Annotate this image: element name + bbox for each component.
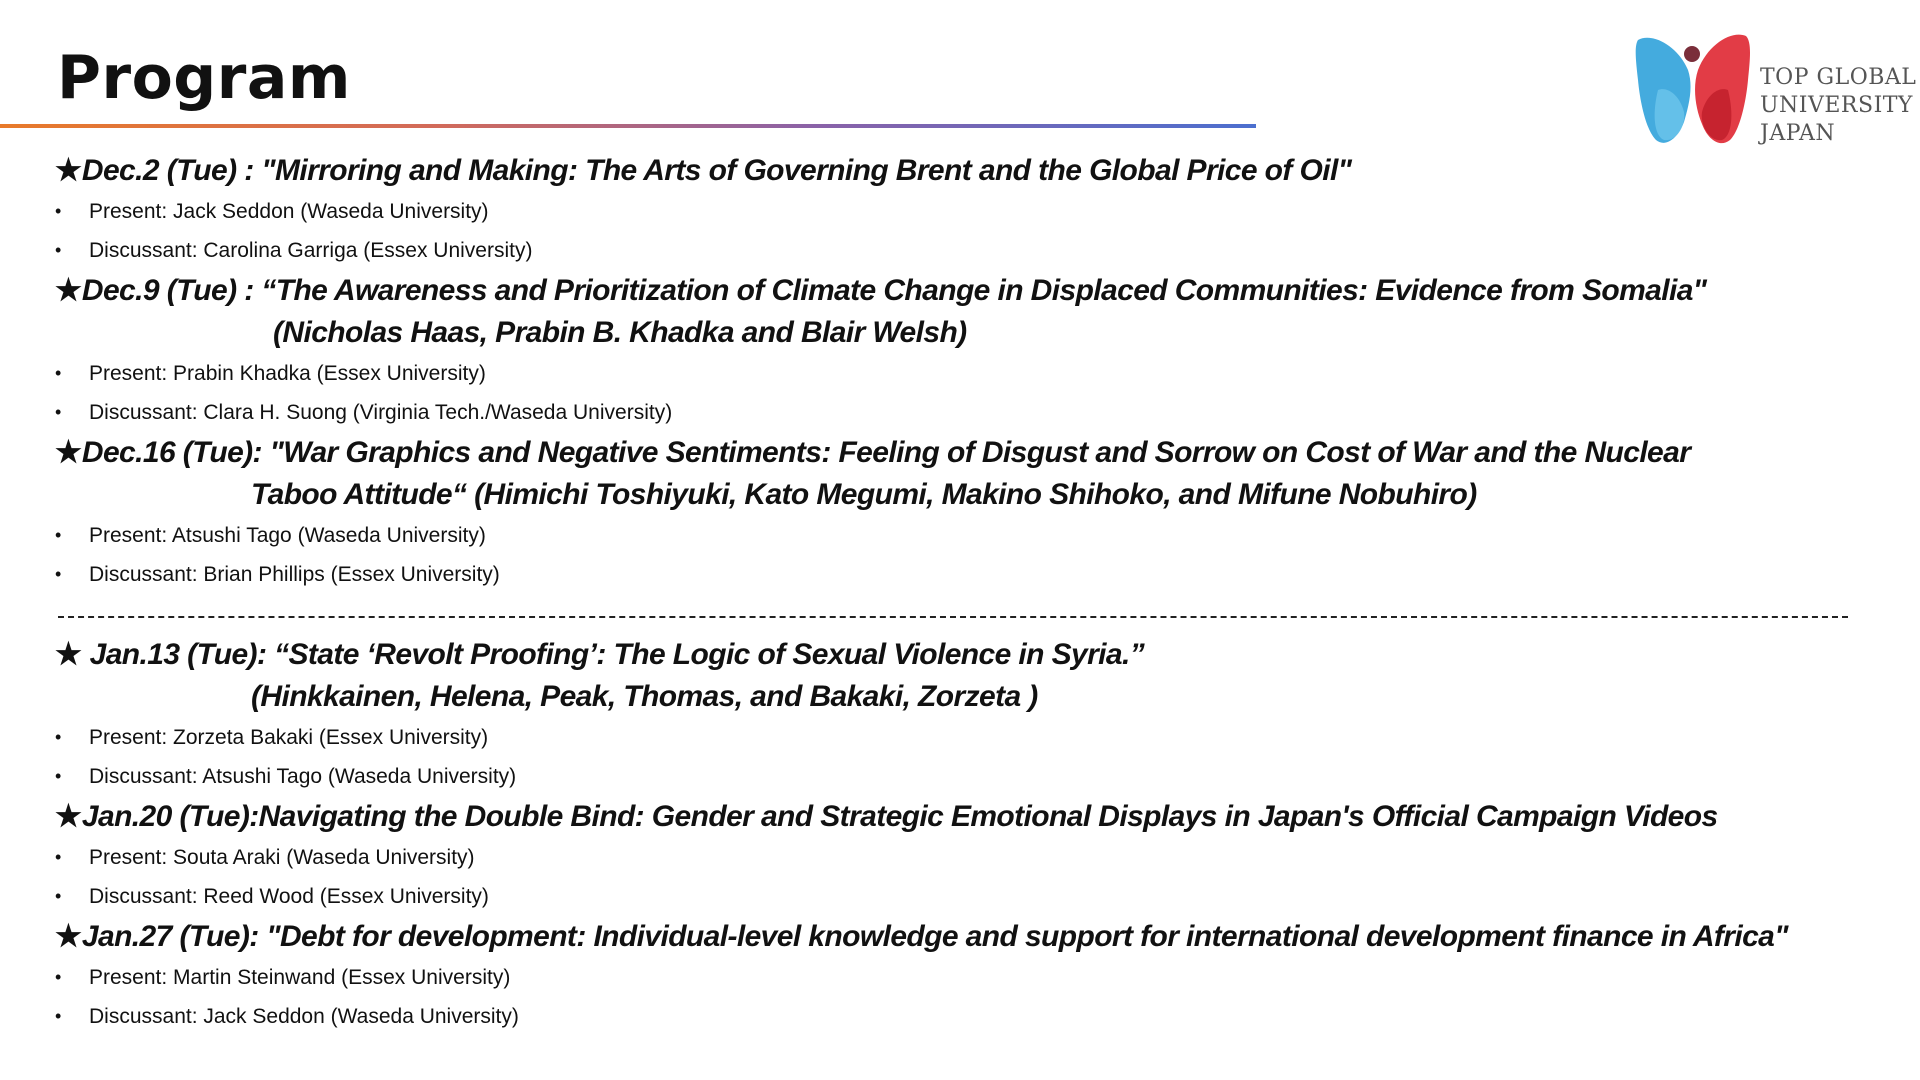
session-roles bbox=[55, 718, 1855, 796]
presenter-text: Present: Atsushi Tago (Waseda University) bbox=[89, 524, 486, 547]
discussant-item bbox=[55, 877, 1855, 916]
bullet-icon: • bbox=[55, 766, 62, 786]
session-authors: (Nicholas Haas, Prabin B. Khadka and Blair Welsh) bbox=[273, 316, 967, 349]
session-title: Jan.27 (Tue): "Debt for development: Individual-level knowledge and support for international development finance in Africa" bbox=[81, 920, 1788, 953]
star-icon: ★ bbox=[55, 274, 82, 307]
session-jan-13 bbox=[55, 634, 1855, 796]
star-icon: ★ bbox=[55, 800, 82, 833]
presenter-item bbox=[55, 838, 1855, 877]
discussant-item bbox=[55, 757, 1855, 796]
bullet-icon: • bbox=[55, 847, 62, 867]
session-jan-27 bbox=[55, 916, 1855, 1036]
program-list bbox=[55, 150, 1855, 1036]
bullet-icon: • bbox=[55, 727, 62, 747]
presenter-item bbox=[55, 958, 1855, 997]
bullet-icon: • bbox=[55, 201, 62, 221]
butterfly-logo-icon bbox=[1632, 30, 1757, 155]
discussant-text: Discussant: Clara H. Suong (Virginia Tech./Waseda University) bbox=[89, 401, 673, 424]
bullet-icon: • bbox=[55, 967, 62, 987]
session-title: Dec.9 (Tue) : “The Awareness and Prioritization of Climate Change in Displaced Communities: Evidence from Somalia" bbox=[81, 274, 1707, 307]
star-icon: ★ bbox=[55, 638, 82, 671]
session-heading bbox=[55, 270, 1855, 312]
logo-line-2: UNIVERSITY bbox=[1760, 93, 1913, 118]
session-title: Jan.13 (Tue): “State ‘Revolt Proofing’: The Logic of Sexual Violence in Syria.” bbox=[81, 638, 1145, 671]
presenter-item bbox=[55, 192, 1855, 231]
discussant-text: Discussant: Atsushi Tago (Waseda University) bbox=[89, 765, 517, 788]
logo-wordmark bbox=[1760, 64, 1916, 148]
presenter-item bbox=[55, 516, 1855, 555]
bullet-icon: • bbox=[55, 240, 62, 260]
session-authors: (Hinkkainen, Helena, Peak, Thomas, and Bakaki, Zorzeta ) bbox=[251, 680, 1038, 713]
top-global-university-japan-logo bbox=[1632, 30, 1917, 155]
bullet-icon: • bbox=[55, 1006, 62, 1026]
presenter-item bbox=[55, 718, 1855, 757]
session-jan-20 bbox=[55, 796, 1855, 916]
session-title: Jan.20 (Tue):Navigating the Double Bind: Gender and Strategic Emotional Displays in Japan's Official Campaign Videos bbox=[81, 800, 1718, 833]
session-dec-9 bbox=[55, 270, 1855, 432]
page-title: Program bbox=[57, 43, 351, 113]
bullet-icon: • bbox=[55, 402, 62, 422]
star-icon: ★ bbox=[55, 436, 82, 469]
session-roles bbox=[55, 838, 1855, 916]
presenter-text: Present: Martin Steinwand (Essex University) bbox=[89, 966, 511, 989]
discussant-text: Discussant: Jack Seddon (Waseda University) bbox=[89, 1005, 519, 1028]
discussant-item bbox=[55, 393, 1855, 432]
discussant-text: Discussant: Brian Phillips (Essex University) bbox=[89, 563, 500, 586]
session-heading bbox=[55, 150, 1855, 192]
session-heading bbox=[55, 796, 1855, 838]
session-heading bbox=[55, 634, 1855, 676]
session-dec-16 bbox=[55, 432, 1855, 594]
presenter-text: Present: Souta Araki (Waseda University) bbox=[89, 846, 475, 869]
discussant-item bbox=[55, 555, 1855, 594]
session-title: Dec.16 (Tue): "War Graphics and Negative Sentiments: Feeling of Disgust and Sorrow on Cost of War and the Nuclear bbox=[81, 436, 1691, 469]
discussant-item bbox=[55, 231, 1855, 270]
bullet-icon: • bbox=[55, 564, 62, 584]
star-icon: ★ bbox=[55, 920, 82, 953]
presenter-text: Present: Jack Seddon (Waseda University) bbox=[89, 200, 489, 223]
bullet-icon: • bbox=[55, 363, 62, 383]
discussant-text: Discussant: Carolina Garriga (Essex University) bbox=[89, 239, 533, 262]
session-heading bbox=[55, 916, 1855, 958]
presenter-text: Present: Zorzeta Bakaki (Essex University) bbox=[89, 726, 489, 749]
discussant-item bbox=[55, 997, 1855, 1036]
session-roles bbox=[55, 958, 1855, 1036]
session-roles bbox=[55, 192, 1855, 270]
dashed-divider bbox=[55, 594, 1855, 634]
star-icon: ★ bbox=[55, 154, 82, 187]
presenter-text: Present: Prabin Khadka (Essex University) bbox=[89, 362, 486, 385]
bullet-icon: • bbox=[55, 525, 62, 545]
bullet-icon: • bbox=[55, 886, 62, 906]
session-roles bbox=[55, 354, 1855, 432]
session-authors: Taboo Attitude“ (Himichi Toshiyuki, Kato Megumi, Makino Shihoko, and Mifune Nobuhiro) bbox=[251, 478, 1477, 511]
session-heading bbox=[55, 432, 1855, 474]
presenter-item bbox=[55, 354, 1855, 393]
discussant-text: Discussant: Reed Wood (Essex University) bbox=[89, 885, 489, 908]
logo-line-1: TOP GLOBAL bbox=[1760, 65, 1917, 90]
session-dec-2 bbox=[55, 150, 1855, 270]
logo-line-3: JAPAN bbox=[1760, 121, 1836, 146]
session-roles bbox=[55, 516, 1855, 594]
title-underline bbox=[0, 124, 1256, 128]
session-title: Dec.2 (Tue) : "Mirroring and Making: The Arts of Governing Brent and the Global Price of Oil" bbox=[81, 154, 1352, 187]
